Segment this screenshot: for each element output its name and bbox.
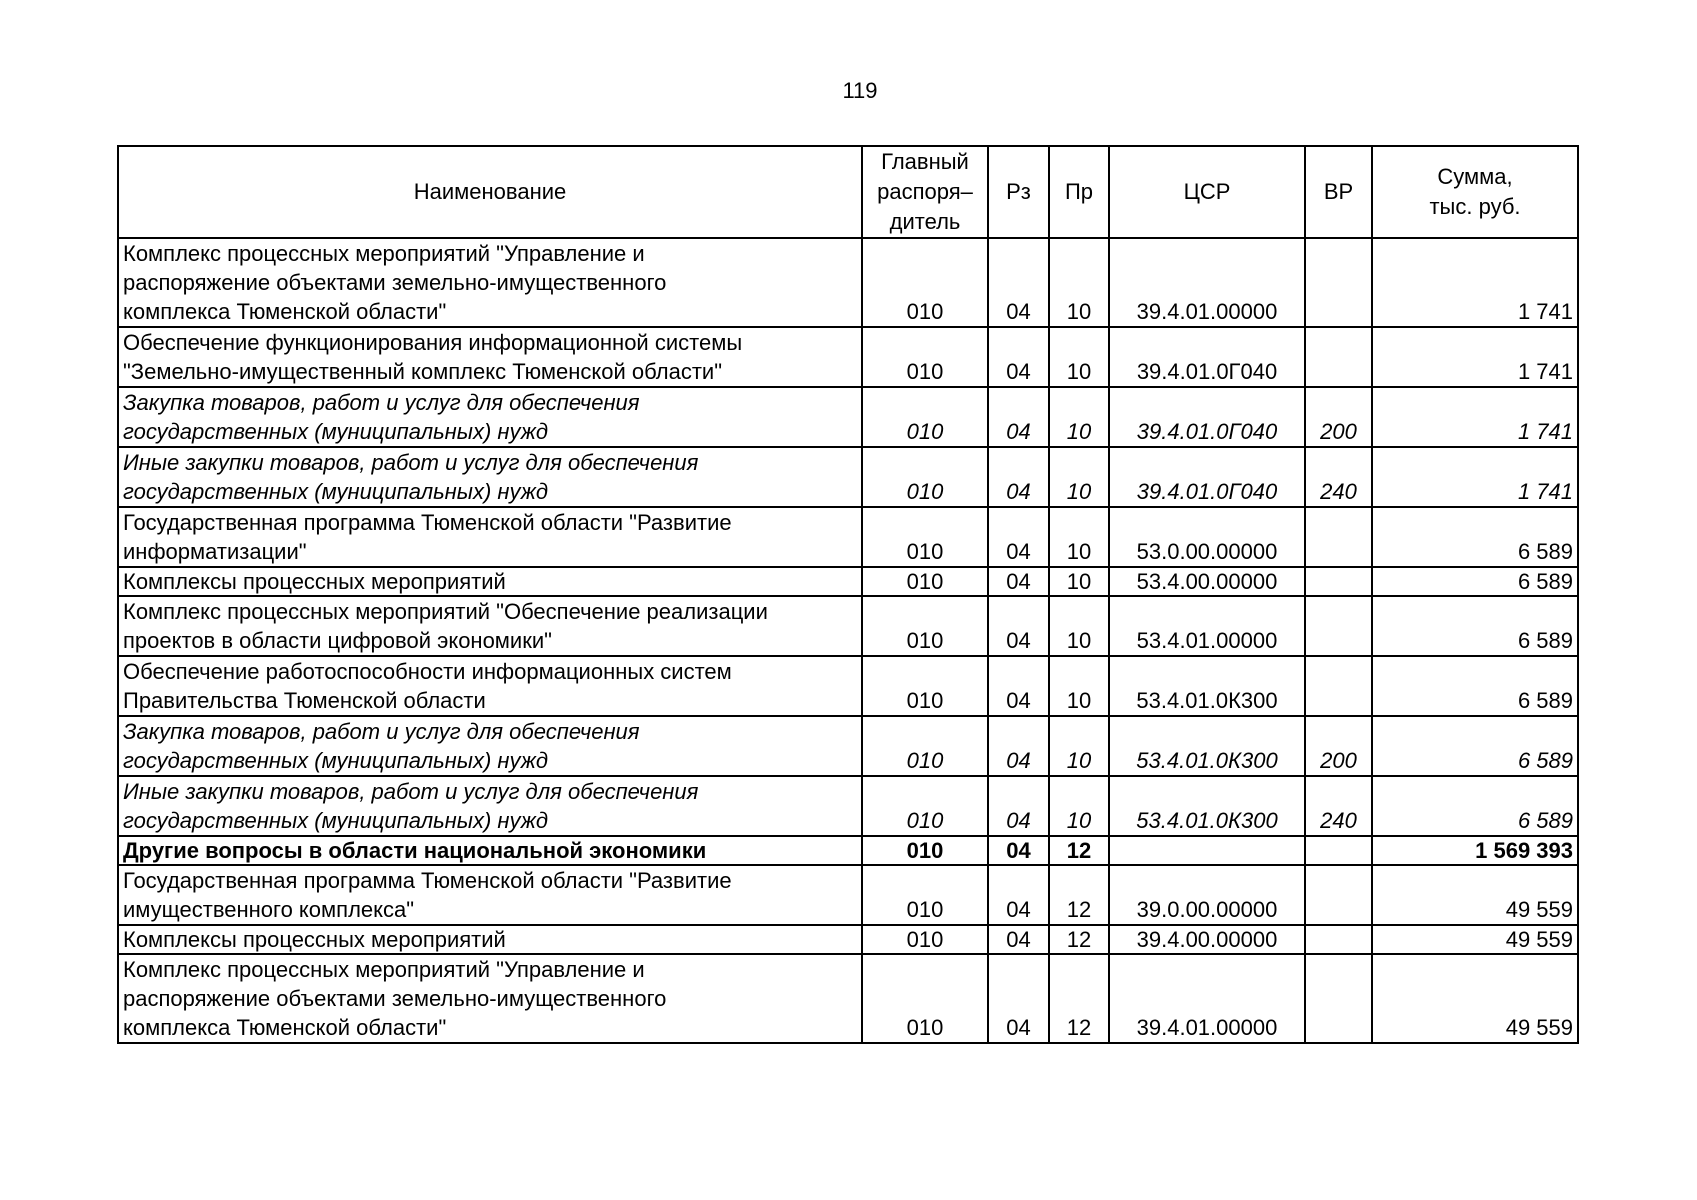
cell-name-line: государственных (муниципальных) нужд: [123, 479, 549, 504]
column-header-chief-manager-line: дитель: [889, 209, 961, 234]
cell-target-article: 39.4.01.0Г040: [1109, 447, 1305, 507]
cell-subsection: 10: [1049, 387, 1109, 447]
table-row: [118, 238, 1578, 327]
cell-target-article: [1109, 836, 1305, 865]
cell-chief-manager: 010: [862, 387, 988, 447]
table-row: [118, 447, 1578, 507]
cell-section: 04: [988, 238, 1049, 327]
cell-expense-type: [1305, 865, 1372, 925]
cell-section: 04: [988, 387, 1049, 447]
cell-chief-manager: 010: [862, 954, 988, 1043]
column-header-sum: [1372, 146, 1578, 238]
cell-name-line: Комплексы процессных мероприятий: [123, 927, 506, 952]
cell-name-line: Правительства Тюменской области: [123, 688, 486, 713]
cell-target-article: 39.0.00.00000: [1109, 865, 1305, 925]
cell-subsection: 10: [1049, 716, 1109, 776]
table-row: [118, 925, 1578, 954]
cell-name: [118, 327, 862, 387]
cell-target-article: 53.0.00.00000: [1109, 507, 1305, 567]
cell-section: 04: [988, 865, 1049, 925]
cell-chief-manager: 010: [862, 507, 988, 567]
table-row: [118, 596, 1578, 656]
cell-name-line: "Земельно-имущественный комплекс Тюменской области": [123, 359, 723, 384]
cell-chief-manager: 010: [862, 776, 988, 836]
cell-expense-type: 240: [1305, 776, 1372, 836]
cell-expense-type: [1305, 327, 1372, 387]
cell-target-article: 39.4.00.00000: [1109, 925, 1305, 954]
cell-name-line: Комплекс процессных мероприятий "Обеспечение реализации: [123, 599, 768, 624]
cell-chief-manager: 010: [862, 925, 988, 954]
column-header-section: Рз: [988, 146, 1049, 238]
column-header-name: Наименование: [118, 146, 862, 238]
cell-name: [118, 656, 862, 716]
cell-name-line: государственных (муниципальных) нужд: [123, 419, 549, 444]
cell-subsection: 10: [1049, 656, 1109, 716]
cell-name: [118, 954, 862, 1043]
cell-sum: 6 589: [1372, 656, 1578, 716]
cell-name-line: информатизации": [123, 539, 307, 564]
cell-target-article: 39.4.01.00000: [1109, 954, 1305, 1043]
cell-name-line: Иные закупки товаров, работ и услуг для обеспечения: [123, 450, 699, 475]
cell-subsection: 10: [1049, 507, 1109, 567]
cell-section: 04: [988, 596, 1049, 656]
cell-section: 04: [988, 327, 1049, 387]
table-row: [118, 507, 1578, 567]
column-header-target-article: ЦСР: [1109, 146, 1305, 238]
column-header-sum-line: Сумма,: [1437, 164, 1513, 189]
cell-subsection: 12: [1049, 925, 1109, 954]
cell-target-article: 39.4.01.0Г040: [1109, 327, 1305, 387]
cell-name: [118, 836, 862, 865]
cell-sum: 6 589: [1372, 567, 1578, 596]
cell-target-article: 39.4.01.00000: [1109, 238, 1305, 327]
cell-expense-type: 240: [1305, 447, 1372, 507]
cell-section: 04: [988, 836, 1049, 865]
cell-name: [118, 238, 862, 327]
table-row: [118, 836, 1578, 865]
cell-name-line: государственных (муниципальных) нужд: [123, 808, 549, 833]
cell-section: 04: [988, 567, 1049, 596]
cell-name-line: Комплекс процессных мероприятий "Управление и: [123, 241, 645, 266]
cell-sum: 1 741: [1372, 387, 1578, 447]
cell-chief-manager: 010: [862, 656, 988, 716]
table-row: [118, 567, 1578, 596]
cell-name-line: Другие вопросы в области национальной экономики: [123, 838, 707, 863]
cell-section: 04: [988, 447, 1049, 507]
cell-sum: 1 741: [1372, 327, 1578, 387]
cell-sum: 49 559: [1372, 865, 1578, 925]
budget-table: [117, 145, 1579, 1044]
cell-name-line: Государственная программа Тюменской области "Развитие: [123, 868, 732, 893]
table-row: [118, 776, 1578, 836]
cell-name-line: Закупка товаров, работ и услуг для обеспечения: [123, 719, 640, 744]
cell-sum: 6 589: [1372, 596, 1578, 656]
cell-chief-manager: 010: [862, 567, 988, 596]
cell-name-line: распоряжение объектами земельно-имущественного: [123, 986, 667, 1011]
column-header-chief-manager-line: распоря–: [877, 179, 973, 204]
cell-section: 04: [988, 656, 1049, 716]
cell-name: [118, 865, 862, 925]
cell-sum: 1 569 393: [1372, 836, 1578, 865]
cell-name: [118, 776, 862, 836]
cell-name-line: комплекса Тюменской области": [123, 1015, 447, 1040]
cell-section: 04: [988, 954, 1049, 1043]
cell-subsection: 10: [1049, 238, 1109, 327]
cell-chief-manager: 010: [862, 447, 988, 507]
table-row: [118, 327, 1578, 387]
cell-name-line: распоряжение объектами земельно-имущественного: [123, 270, 667, 295]
column-header-chief-manager: [862, 146, 988, 238]
cell-sum: 1 741: [1372, 447, 1578, 507]
cell-expense-type: 200: [1305, 387, 1372, 447]
cell-name-line: Закупка товаров, работ и услуг для обеспечения: [123, 390, 640, 415]
cell-name: [118, 387, 862, 447]
cell-sum: 49 559: [1372, 925, 1578, 954]
cell-sum: 6 589: [1372, 716, 1578, 776]
cell-target-article: 53.4.01.0К300: [1109, 776, 1305, 836]
cell-name: [118, 596, 862, 656]
cell-expense-type: [1305, 238, 1372, 327]
cell-section: 04: [988, 507, 1049, 567]
cell-subsection: 12: [1049, 865, 1109, 925]
cell-target-article: 53.4.01.0К300: [1109, 716, 1305, 776]
cell-section: 04: [988, 716, 1049, 776]
cell-section: 04: [988, 776, 1049, 836]
cell-name-line: Государственная программа Тюменской области "Развитие: [123, 510, 732, 535]
cell-chief-manager: 010: [862, 596, 988, 656]
cell-chief-manager: 010: [862, 865, 988, 925]
table-row: [118, 716, 1578, 776]
cell-name: [118, 925, 862, 954]
cell-target-article: 39.4.01.0Г040: [1109, 387, 1305, 447]
table-row: [118, 387, 1578, 447]
cell-name: [118, 716, 862, 776]
cell-expense-type: [1305, 567, 1372, 596]
cell-target-article: 53.4.01.00000: [1109, 596, 1305, 656]
table-row: [118, 865, 1578, 925]
cell-name: [118, 447, 862, 507]
cell-sum: 49 559: [1372, 954, 1578, 1043]
table-header-row: [118, 146, 1578, 238]
cell-expense-type: [1305, 507, 1372, 567]
cell-name-line: имущественного комплекса": [123, 897, 415, 922]
cell-name-line: Обеспечение функционирования информационной системы: [123, 330, 743, 355]
column-header-expense-type: ВР: [1305, 146, 1372, 238]
cell-chief-manager: 010: [862, 716, 988, 776]
cell-subsection: 10: [1049, 567, 1109, 596]
column-header-sum-line: тыс. руб.: [1429, 194, 1521, 219]
cell-name-line: комплекса Тюменской области": [123, 299, 447, 324]
cell-target-article: 53.4.00.00000: [1109, 567, 1305, 596]
cell-expense-type: [1305, 596, 1372, 656]
cell-subsection: 10: [1049, 596, 1109, 656]
column-header-chief-manager-line: Главный: [881, 149, 969, 174]
cell-expense-type: 200: [1305, 716, 1372, 776]
cell-sum: 6 589: [1372, 776, 1578, 836]
cell-subsection: 12: [1049, 836, 1109, 865]
cell-expense-type: [1305, 954, 1372, 1043]
cell-name-line: Иные закупки товаров, работ и услуг для обеспечения: [123, 779, 699, 804]
cell-expense-type: [1305, 925, 1372, 954]
cell-name: [118, 567, 862, 596]
cell-name-line: Комплексы процессных мероприятий: [123, 569, 506, 594]
cell-name-line: государственных (муниципальных) нужд: [123, 748, 549, 773]
column-header-subsection: Пр: [1049, 146, 1109, 238]
cell-subsection: 10: [1049, 447, 1109, 507]
cell-subsection: 10: [1049, 327, 1109, 387]
cell-name-line: Обеспечение работоспособности информационных систем: [123, 659, 732, 684]
cell-subsection: 10: [1049, 776, 1109, 836]
table-row: [118, 656, 1578, 716]
cell-chief-manager: 010: [862, 238, 988, 327]
cell-subsection: 12: [1049, 954, 1109, 1043]
cell-section: 04: [988, 925, 1049, 954]
cell-name-line: проектов в области цифровой экономики": [123, 628, 552, 653]
cell-chief-manager: 010: [862, 327, 988, 387]
cell-name-line: Комплекс процессных мероприятий "Управление и: [123, 957, 645, 982]
table-row: [118, 954, 1578, 1043]
cell-expense-type: [1305, 656, 1372, 716]
cell-target-article: 53.4.01.0К300: [1109, 656, 1305, 716]
cell-expense-type: [1305, 836, 1372, 865]
cell-chief-manager: 010: [862, 836, 988, 865]
cell-sum: 1 741: [1372, 238, 1578, 327]
page-number: 119: [842, 78, 878, 103]
cell-name: [118, 507, 862, 567]
table-body: [118, 238, 1578, 1043]
cell-sum: 6 589: [1372, 507, 1578, 567]
